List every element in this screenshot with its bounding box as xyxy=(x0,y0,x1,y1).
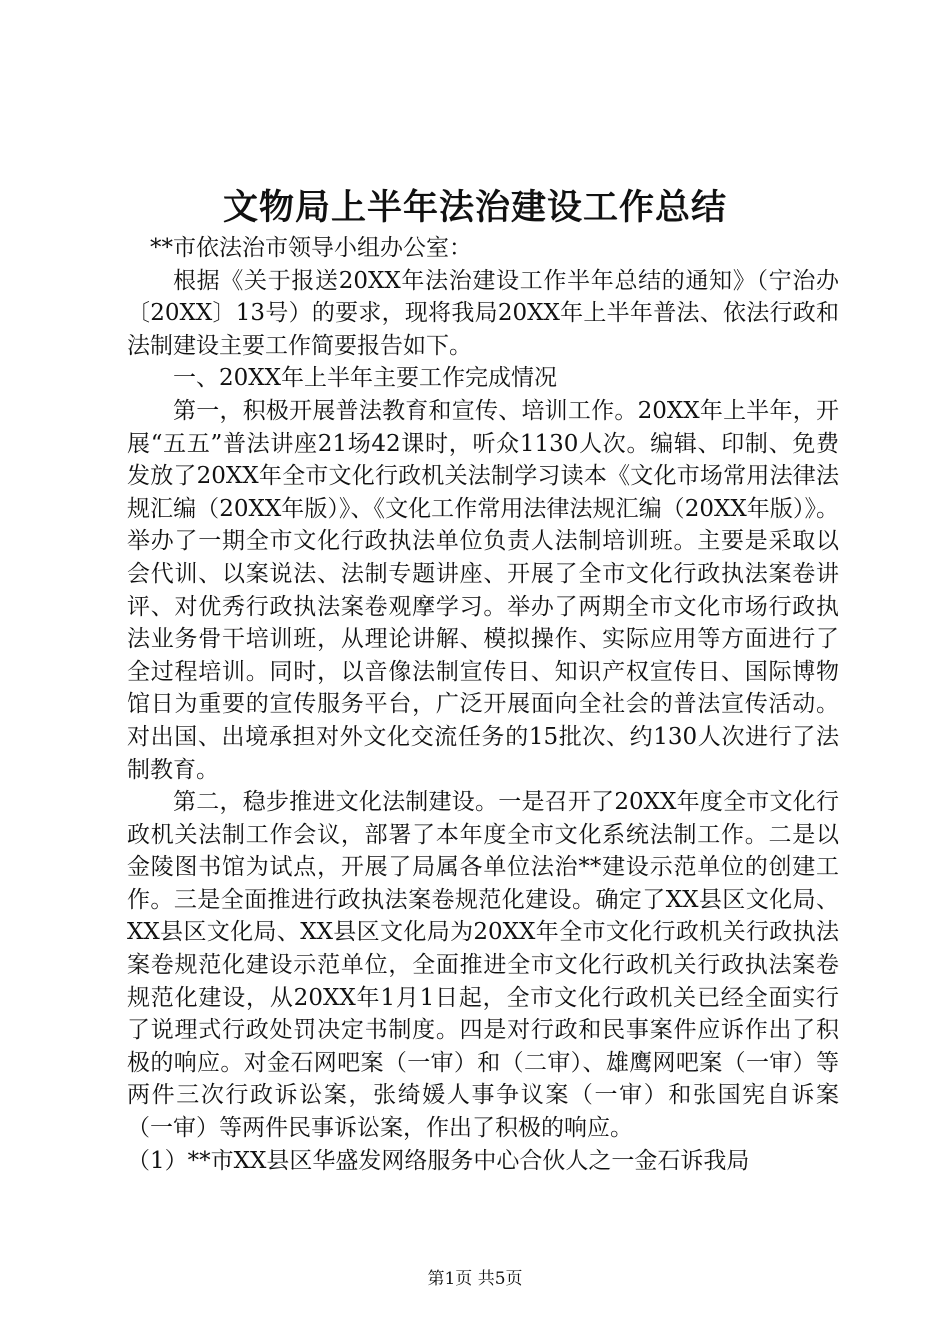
document-body xyxy=(127,232,839,1177)
paragraph-second: 第二，稳步推进文化法制建设。一是召开了20XX年度全市文化行政机关法制工作会议，部署了本年度全市文化系统法制工作。二是以金陵图书馆为试点，开展了局属各单位法治**建设示范单位的创建工作。三是全面推进行政执法案卷规范化建设。确定了XX县区文化局、XX县区文化局、XX县区文化局为20XX年全市文化行政机关行政执法案卷规范化建设示范单位，全面推进全市文化行政机关行政执法案卷规范化建设，从20XX年1月1日起，全市文化行政机关已经全面实行了说理式行政处罚决定书制度。四是对行政和民事案件应诉作出了积极的响应。对金石网吧案（一审）和（二审）、雄鹰网吧案（一审）等两件三次行政诉讼案，张绮媛人事争议案（一审）和张国宪自诉案（一审）等两件民事诉讼案，作出了积极的响应。 xyxy=(127,789,839,1142)
paragraph-intro: 根据《关于报送20XX年法治建设工作半年总结的通知》（宁治办〔20XX〕13号）的要求，现将我局20XX年上半年普法、依法行政和法制建设主要工作简要报告如下。 xyxy=(127,267,839,359)
paragraph-item-1: （1）**市XX县区华盛发网络服务中心合伙人之一金石诉我局 xyxy=(127,1147,750,1174)
paragraph-first: 第一，积极开展普法教育和宣传、培训工作。20XX年上半年，开展“五五”普法讲座21场42课时，听众1130人次。编辑、印制、免费发放了20XX年全市文化行政机关法制学习读本《文化市场常用法律法规汇编（20XX年版）》、《文化工作常用法律法规汇编（20XX年版）》。举办了一期全市文化行政执法单位负责人法制培训班。主要是采取以会代训、以案说法、法制专题讲座、开展了全市文化行政执法案卷讲评、对优秀行政执法案卷观摩学习。举办了两期全市文化市场行政执法业务骨干培训班，从理论讲解、模拟操作、实际应用等方面进行了全过程培训。同时，以音像法制宣传日、知识产权宣传日、国际博物馆日为重要的宣传服务平台，广泛开展面向全社会的普法宣传活动。对出国、出境承担对外文化交流任务的15批次、约130人次进行了法制教育。 xyxy=(127,397,839,783)
salutation: **市依法治市领导小组办公室： xyxy=(150,235,472,261)
section-heading: 一、20XX年上半年主要工作完成情况 xyxy=(173,365,558,392)
page-number-footer: 第1页 共5页 xyxy=(427,1269,523,1289)
document-title: 文物局上半年法治建设工作总结 xyxy=(222,187,727,228)
